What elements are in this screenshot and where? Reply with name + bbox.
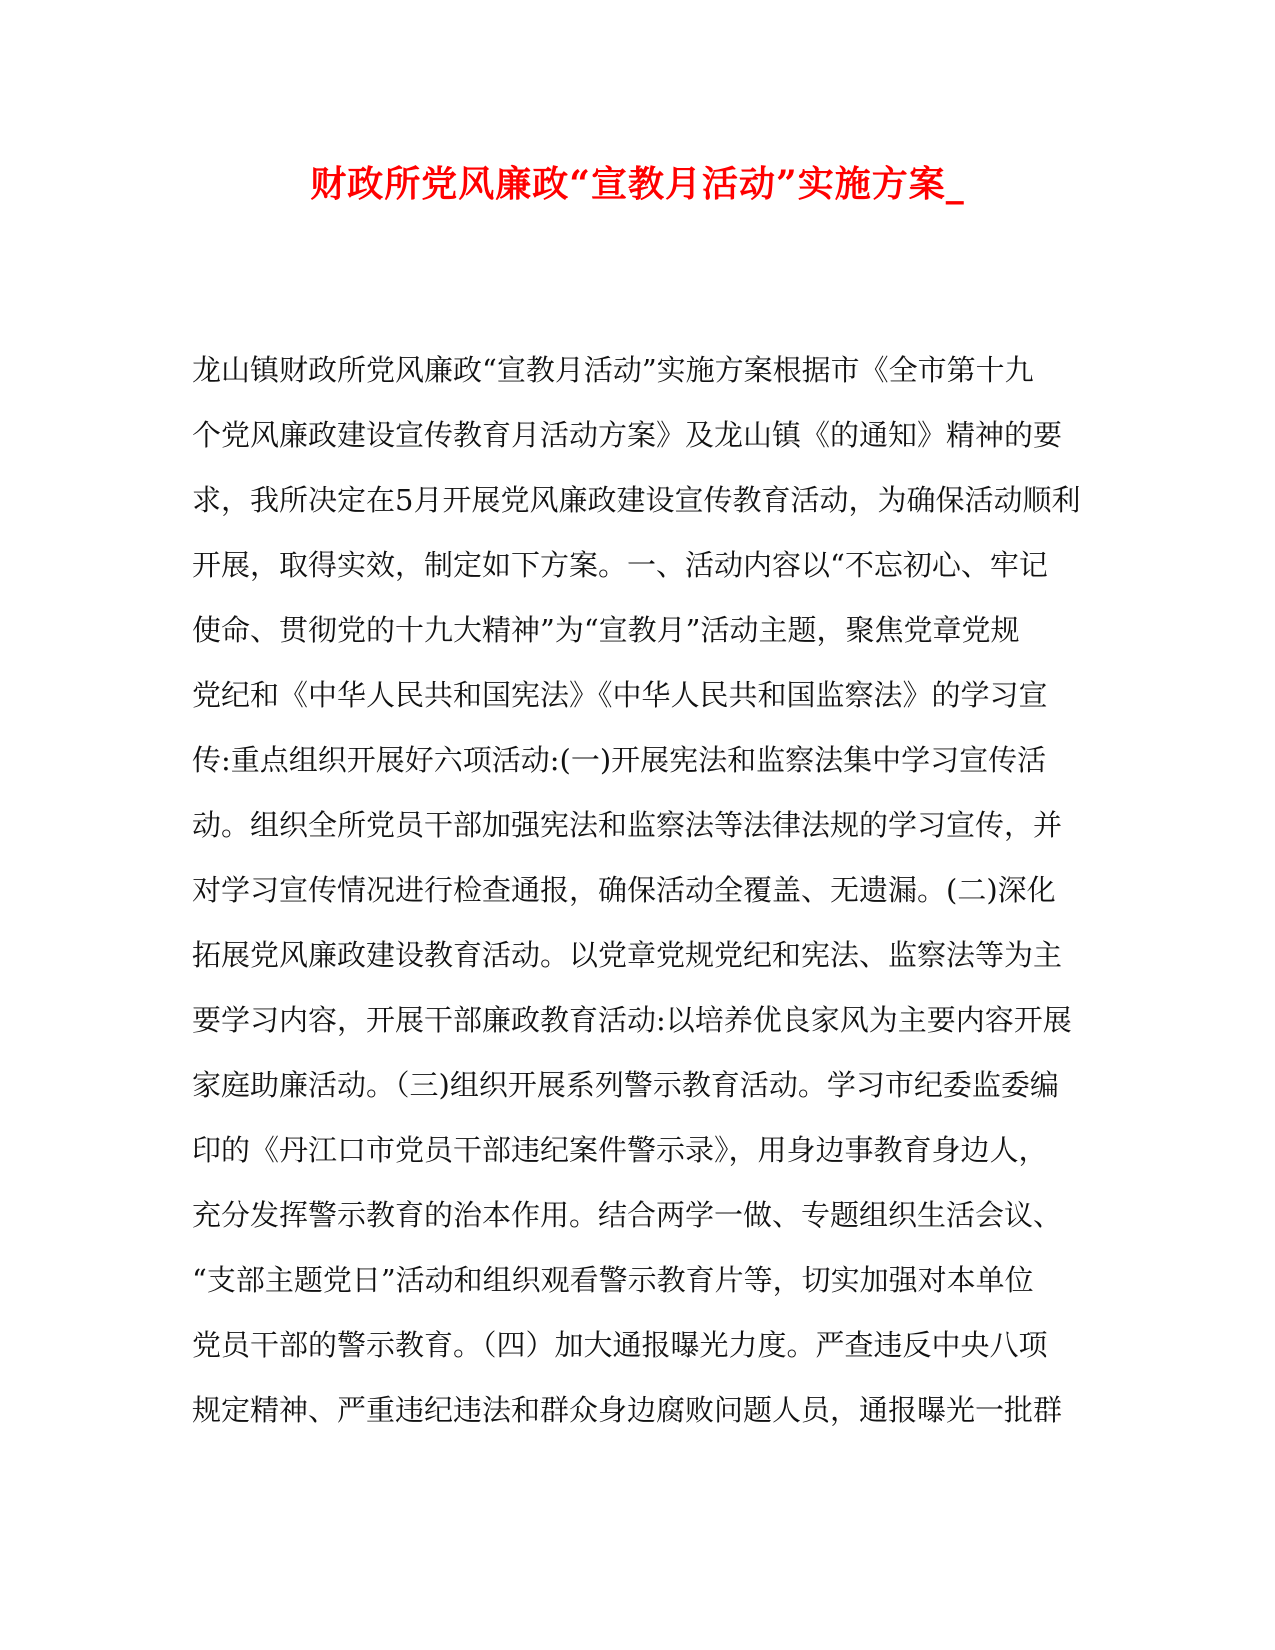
- body-line: 规定精神、严重违纪违法和群众身边腐败问题人员，通报曝光一批群: [192, 1393, 1063, 1427]
- body-line: 对学习宣传情况进行检查通报，确保活动全覆盖、无遗漏。(二)深化: [192, 873, 1056, 907]
- body-line: 党纪和《中华人民共和国宪法》《中华人民共和国监察法》的学习宣: [192, 678, 1048, 712]
- body-line: 拓展党风廉政建设教育活动。以党章党规党纪和宪法、监察法等为主: [192, 938, 1063, 972]
- body-line: 使命、贯彻党的十九大精神”为“宣教月”活动主题，聚焦党章党规: [192, 613, 1020, 647]
- body-line: 印的《丹江口市党员干部违纪案件警示录》，用身边事教育身边人，: [192, 1133, 1048, 1167]
- body-line: 充分发挥警示教育的治本作用。结合两学一做、专题组织生活会议、: [192, 1198, 1063, 1232]
- document-body: [192, 350, 1092, 1455]
- body-line: “支部主题党日”活动和组织观看警示教育片等，切实加强对本单位: [192, 1263, 1034, 1297]
- body-line: 动。组织全所党员干部加强宪法和监察法等法律法规的学习宣传，并: [192, 808, 1063, 842]
- body-line: 传:重点组织开展好六项活动:(一)开展宪法和监察法集中学习宣传活: [192, 743, 1047, 777]
- body-line: 要学习内容，开展干部廉政教育活动:以培养优良家风为主要内容开展: [192, 1003, 1072, 1037]
- body-line: 家庭助廉活动。（三)组织开展系列警示教育活动。学习市纪委监委编: [192, 1068, 1059, 1102]
- document-title: 财政所党风廉政“宣教月活动”实施方案_: [310, 163, 965, 205]
- body-line: 求，我所决定在5月开展党风廉政建设宣传教育活动，为确保活动顺利: [192, 483, 1081, 517]
- body-line: 个党风廉政建设宣传教育月活动方案》及龙山镇《的通知》精神的要: [192, 418, 1063, 452]
- body-line: 龙山镇财政所党风廉政“宣教月活动”实施方案根据市《全市第十九: [192, 353, 1034, 387]
- body-line: 党员干部的警示教育。（四）加大通报曝光力度。严查违反中央八项: [192, 1328, 1048, 1362]
- body-line: 开展，取得实效，制定如下方案。一、活动内容以“不忘初心、牢记: [192, 548, 1048, 582]
